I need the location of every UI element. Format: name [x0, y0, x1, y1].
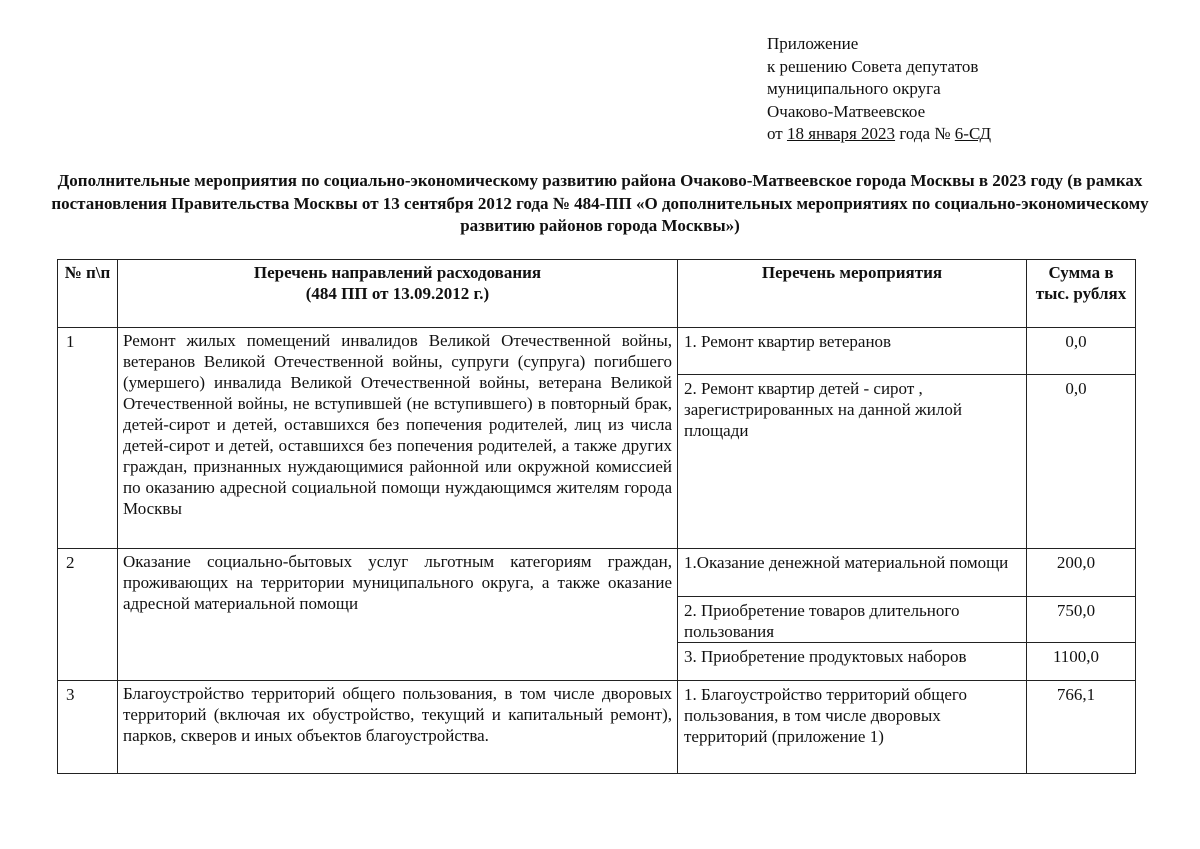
table-row	[58, 681, 1136, 774]
appendix-from: от	[767, 124, 787, 143]
activity-sum: 0,0	[1027, 375, 1136, 549]
header-sum: Сумма в тыс. рублях	[1027, 260, 1136, 328]
table-header-row	[58, 260, 1136, 328]
activity-item: 2. Ремонт квартир детей - сирот , зарегистрированных на данной жилой площади	[678, 375, 1027, 549]
activities-table	[57, 259, 1136, 774]
header-activity: Перечень мероприятия	[678, 260, 1027, 328]
row-direction: Оказание социально-бытовых услуг льготным категориям граждан, проживающих на территории муниципального округа, а также оказание адресной материальной помощи	[118, 549, 678, 681]
appendix-date-line	[767, 123, 991, 146]
activity-item: 1. Ремонт квартир ветеранов	[678, 328, 1027, 375]
appendix-year-no: года №	[895, 124, 955, 143]
activity-sum: 1100,0	[1027, 643, 1136, 681]
row-number: 1	[58, 328, 118, 549]
table-row	[58, 549, 1136, 597]
activity-sum: 200,0	[1027, 549, 1136, 597]
row-direction: Благоустройство территорий общего пользования, в том числе дворовых территорий (включая их обустройство, текущий и капитальный ремонт), парков, скверов и иных объектов благоустройства.	[118, 681, 678, 774]
document-title: Дополнительные мероприятия по социально-экономическому развитию района Очаково-Матвеевское города Москвы в 2023 году (в рамках постановления Правительства Москвы от 13 сентября 2012 года № 484-ПП «О дополнительных мероприятиях по социально-экономическому развитию районов города Москвы»)	[51, 171, 1149, 235]
appendix-line: Очаково-Матвеевское	[767, 101, 926, 121]
appendix-line: муниципального округа	[767, 79, 941, 98]
activity-item: 1.Оказание денежной материальной помощи	[678, 549, 1027, 597]
activity-sum: 766,1	[1027, 681, 1136, 774]
activity-item: 1. Благоустройство территорий общего пользования, в том числе дворовых территорий (приложение 1)	[678, 681, 1027, 774]
decision-number: 6-СД	[954, 124, 992, 143]
header-direction-line1: Перечень направлений расходования	[253, 263, 542, 282]
row-number: 2	[58, 549, 118, 681]
activity-item: 3. Приобретение продуктовых наборов	[678, 643, 1027, 681]
appendix-block	[767, 33, 991, 146]
header-num: № п\п	[58, 260, 118, 328]
header-direction	[118, 260, 678, 328]
decision-date: 18 января 2023	[786, 124, 896, 143]
row-direction: Ремонт жилых помещений инвалидов Великой Отечественной войны, ветеранов Великой Отечественной войны, супруги (супруга) погибшего (умершего) инвалида Великой Отечественной войны, ветерана Великой Отечественной войны, не вступившей (не вступившего) в повторный брак, детей-сирот и детей, оставшихся без попечения родителей, лиц из числа детей-сирот и детей, оставшихся без попечения родителей, а также других граждан, признанных нуждающимися районной или окружной комиссией по оказанию адресной социальной помощи нуждающимся жителям города Москвы	[118, 328, 678, 549]
appendix-line: к решению Совета депутатов	[767, 56, 979, 76]
header-direction-line2: (484 ПП от 13.09.2012 г.)	[305, 284, 490, 303]
activity-item: 2. Приобретение товаров длительного пользования	[678, 597, 1027, 643]
row-number: 3	[58, 681, 118, 774]
table-row	[58, 328, 1136, 375]
activity-sum: 0,0	[1027, 328, 1136, 375]
appendix-line: Приложение	[767, 34, 859, 53]
activity-sum: 750,0	[1027, 597, 1136, 643]
